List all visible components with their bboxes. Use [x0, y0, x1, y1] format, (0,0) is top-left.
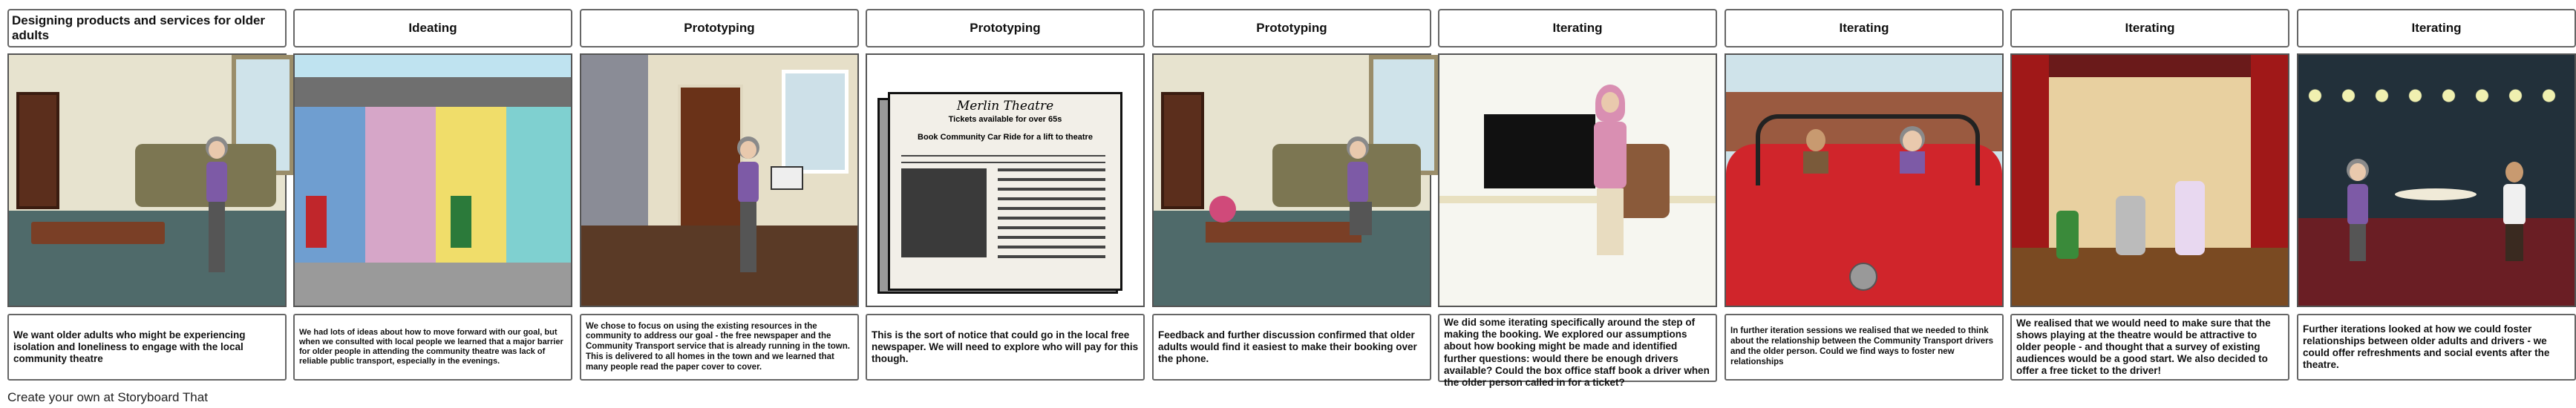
text-lines: [998, 168, 1105, 265]
divider: [901, 155, 1105, 163]
notice-book-ride: Book Community Car Ride for a lift to theatre: [918, 133, 1093, 142]
woman-in-headscarf: [1588, 85, 1632, 263]
panel-caption: [1725, 314, 2004, 381]
panel-title: Iterating: [1438, 9, 1717, 47]
caption-text: We had lots of ideas about how to move forward with our goal, but when we consulted with local people we learned that a major barrier for older people in attending the community theatre was lack of reliable public transport, especially in the evenings.: [299, 327, 563, 366]
panel-caption: [2010, 314, 2289, 381]
actor-child: [2056, 211, 2079, 259]
storyboard-that-link[interactable]: Create your own at Storyboard That: [7, 390, 208, 404]
desk: [1439, 196, 1716, 203]
panel-caption: [866, 314, 1145, 381]
older-woman-on-phone: [1343, 136, 1373, 240]
string-lights: [2298, 85, 2575, 107]
house-pink: [365, 107, 436, 263]
older-woman-passenger: [1897, 129, 1926, 174]
theatre-stage-scene: [2010, 53, 2289, 307]
stage-floor: [2012, 248, 2288, 306]
cafe-social-scene: [2297, 53, 2576, 307]
newspaper-notice-scene: [866, 53, 1145, 307]
house-teal: [506, 107, 571, 263]
storyboard-panel-3: [580, 0, 859, 386]
panel-title: Iterating: [2010, 9, 2289, 47]
caption-text: Feedback and further discussion confirmed that older adults would find it easiest to make their booking over the phone.: [1158, 329, 1417, 365]
driver-at-table: [2499, 159, 2528, 263]
coffee-table: [1206, 222, 1361, 243]
flowers: [1209, 196, 1236, 223]
door-red: [306, 196, 327, 248]
car-badge-icon: [1849, 263, 1877, 291]
storyboard-panel-4: [866, 0, 1145, 386]
storyboard-panel-2: [293, 0, 572, 386]
pavement: [295, 263, 571, 306]
door: [1161, 92, 1204, 209]
panel-title: Designing products and services for older adults: [7, 9, 287, 47]
caption-text: We chose to focus on using the existing resources in the community to address our goal - the free newspaper and the Community Transport service that is already running in the town. This is delivered to all homes in the town and we learned that many people read the paper cover to cover.: [586, 321, 850, 372]
older-woman-reading: [733, 136, 763, 277]
caption-text: We want older adults who might be experiencing isolation and loneliness to engage with the local community theatre: [13, 329, 246, 365]
storyboard-panel-7: [1725, 0, 2004, 386]
older-woman: [202, 136, 232, 277]
panel-title: Iterating: [1725, 9, 2004, 47]
newspaper-icon: [771, 166, 803, 190]
floor: [581, 226, 857, 306]
storyboard-panel-6: [1438, 0, 1717, 386]
car-scene: [1725, 53, 2004, 307]
living-room-phone-scene: [1152, 53, 1431, 307]
storyboard-panel-1: [7, 0, 287, 386]
storyboard-panel-5: [1152, 0, 1431, 386]
panel-caption: [7, 314, 287, 381]
cafe-table: [2395, 188, 2477, 200]
coffee-table: [31, 222, 165, 244]
living-room-scene: [7, 53, 287, 307]
floor: [2298, 218, 2575, 306]
terraced-houses-scene: [293, 53, 572, 307]
monitor: [1484, 114, 1595, 188]
panel-caption: [580, 314, 859, 381]
panel-caption: [2297, 314, 2576, 381]
panel-caption: [1152, 314, 1431, 381]
newspaper: [888, 92, 1122, 291]
caption-text: We realised that we would need to make sure that the shows playing at the theatre would be attractive to older people - and thought that a survey of existing audiences would be a good start. We also decided to offer a free ticket to the driver!: [2016, 317, 2271, 377]
caption-text: In further iteration sessions we realised that we needed to think about the relationship between the Community Transport drivers and the older person. Could we find ways to foster new relationships: [1730, 326, 1993, 366]
caption-text: We did some iterating specifically around the step of making the booking. We explored our assumptions about how booking might be made and identified further questions: would there be enough drivers available? Could the box office staff book a driver when the older person called in for a ticket?: [1444, 317, 1710, 388]
panel-title: Prototyping: [866, 9, 1145, 47]
actor-knight: [2116, 196, 2145, 255]
driver: [1800, 129, 1830, 174]
actor-queen: [2175, 181, 2205, 255]
caption-text: This is the sort of notice that could go in the local free newspaper. We will need to explore who will pay for this though.: [872, 329, 1139, 365]
storyboard-panel-8: [2010, 0, 2289, 386]
panel-caption: [1438, 314, 1717, 388]
panel-title: Iterating: [2297, 9, 2576, 47]
panel-caption: [293, 314, 572, 381]
windscreen: [1756, 114, 1980, 185]
roof: [295, 77, 571, 107]
older-woman-at-table: [2343, 159, 2373, 263]
panel-title: Ideating: [293, 9, 572, 47]
window: [782, 70, 849, 174]
photo-placeholder: [901, 168, 987, 257]
panel-title: Prototyping: [580, 9, 859, 47]
hallway-scene: [580, 53, 859, 307]
door-green: [451, 196, 471, 248]
office-phone-scene: [1438, 53, 1717, 307]
notice-theatre-name: Merlin Theatre: [956, 99, 1054, 113]
notice-tickets: Tickets available for over 65s: [948, 115, 1062, 124]
storyboard-panel-9: [2297, 0, 2576, 386]
door: [16, 92, 59, 209]
caption-text: Further iterations looked at how we could foster relationships between older adults and drivers - we could offer refreshments and social events after the theatre.: [2303, 323, 2550, 371]
panel-title: Prototyping: [1152, 9, 1431, 47]
